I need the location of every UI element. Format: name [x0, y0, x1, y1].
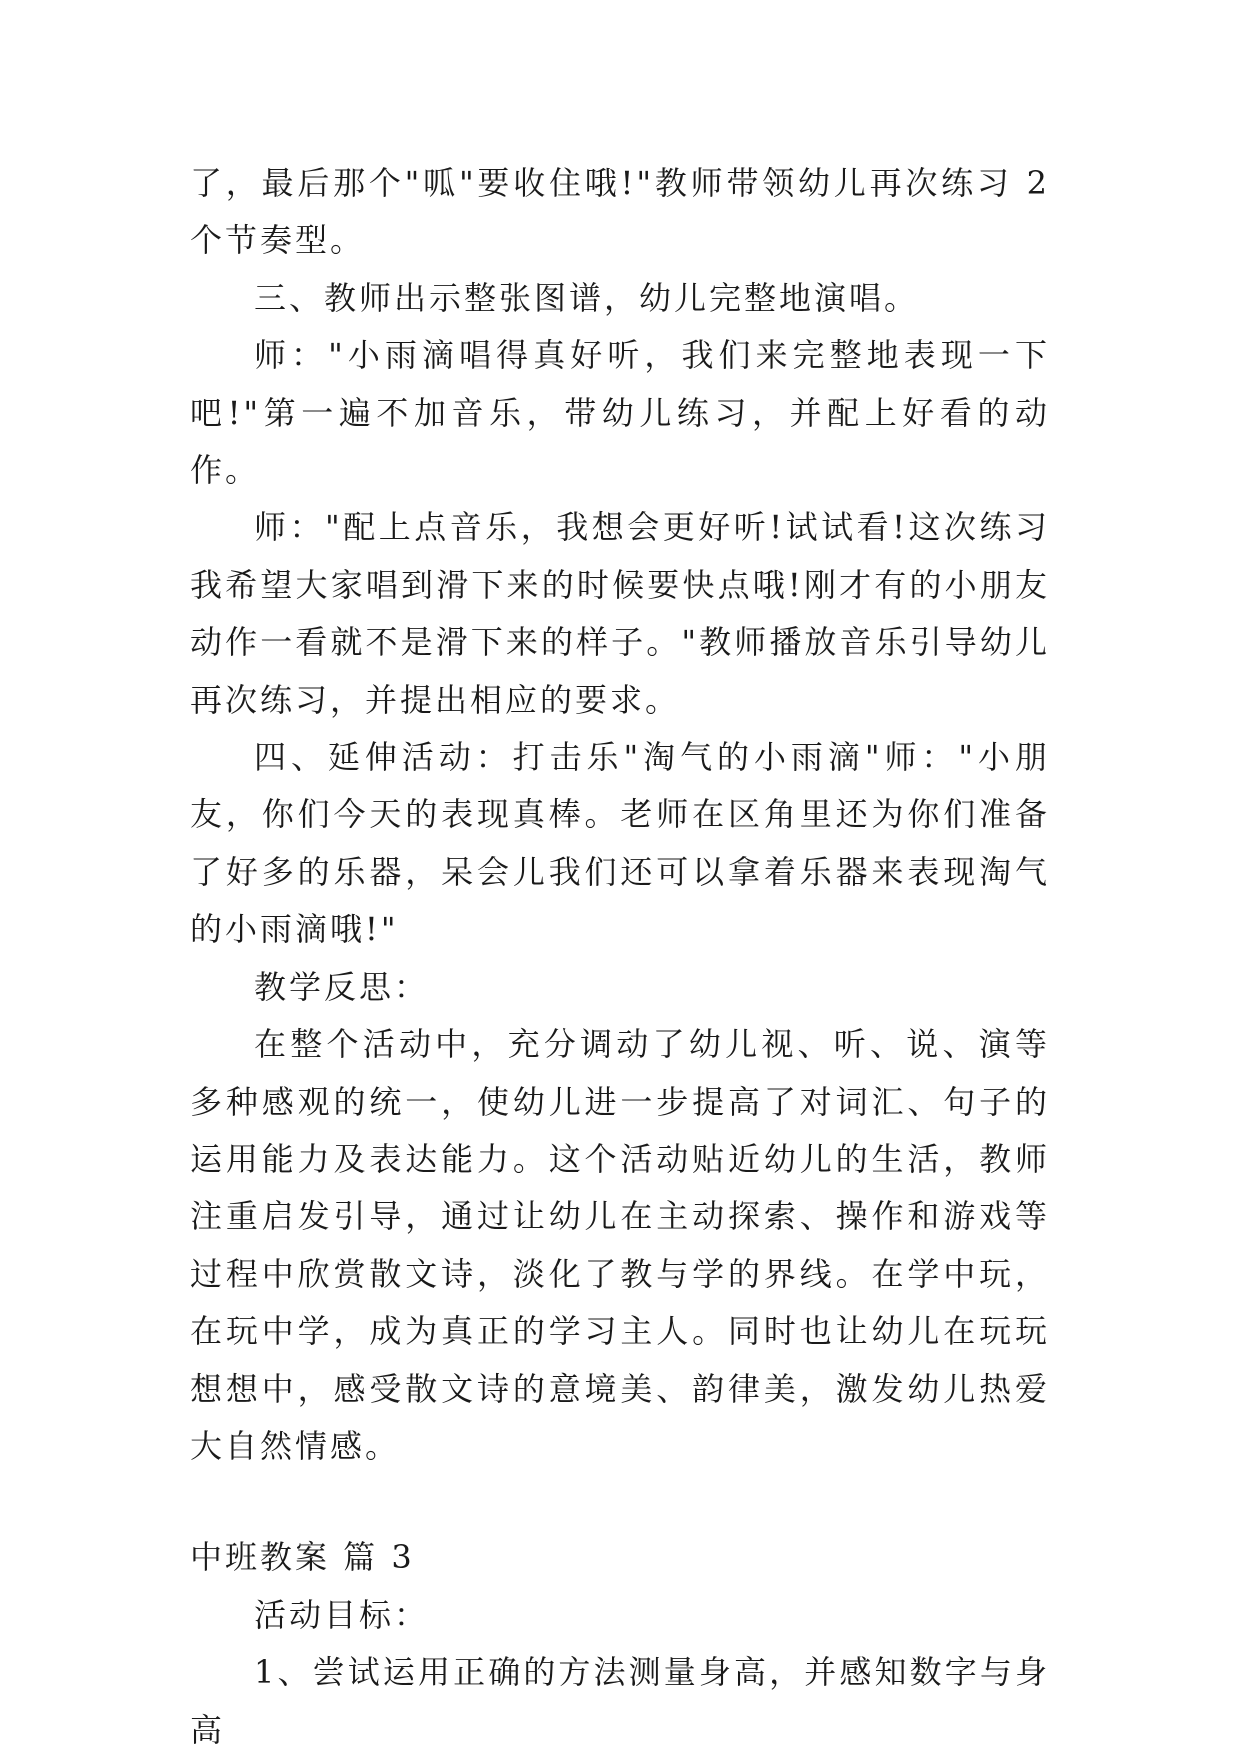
- paragraph-reflection-body: 在整个活动中，充分调动了幼儿视、听、说、演等多种感观的统一，使幼儿进一步提高了对词汇、句子的运用能力及表达能力。这个活动贴近幼儿的生活，教师注重启发引导，通过让幼儿在主动探索、操作和游戏等过程中欣赏散文诗，淡化了教与学的界线。在学中玩，在玩中学，成为真正的学习主人。同时也让幼儿在玩玩想想中，感受散文诗的意境美、韵律美，激发幼儿热爱大自然情感。: [190, 1025, 1050, 1465]
- paragraph-extension-activity: 四、延伸活动：打击乐"淘气的小雨滴"师："小朋友，你们今天的表现真棒。老师在区角里还为你们准备了好多的乐器，呆会儿我们还可以拿着乐器来表现淘气的小雨滴哦!": [190, 738, 1050, 949]
- paragraph-step-three: 三、教师出示整张图谱，幼儿完整地演唱。: [254, 278, 920, 317]
- paragraph-rhythm-practice: 了，最后那个"呱"要收住哦!"教师带领幼儿再次练习 2 个节奏型。: [190, 164, 1050, 260]
- paragraph-reflection-label: 教学反思：: [254, 967, 430, 1006]
- section-heading: 中班教案 篇 3: [190, 1538, 415, 1577]
- paragraph-activity-goals-label: 活动目标：: [254, 1595, 430, 1634]
- document-body: [190, 155, 1050, 1759]
- paragraph-teacher-full-performance: 师："小雨滴唱得真好听，我们来完整地表现一下吧!"第一遍不加音乐，带幼儿练习，并配上好看的动作。: [190, 336, 1050, 490]
- paragraph-teacher-with-music: 师："配上点音乐，我想会更好听!试试看!这次练习我希望大家唱到滑下来的时候要快点哦!刚才有的小朋友动作一看就不是滑下来的样子。"教师播放音乐引导幼儿再次练习，并提出相应的要求。: [190, 508, 1050, 719]
- paragraph-goal-one: 1、尝试运用正确的方法测量身高，并感知数字与身高: [190, 1653, 1050, 1749]
